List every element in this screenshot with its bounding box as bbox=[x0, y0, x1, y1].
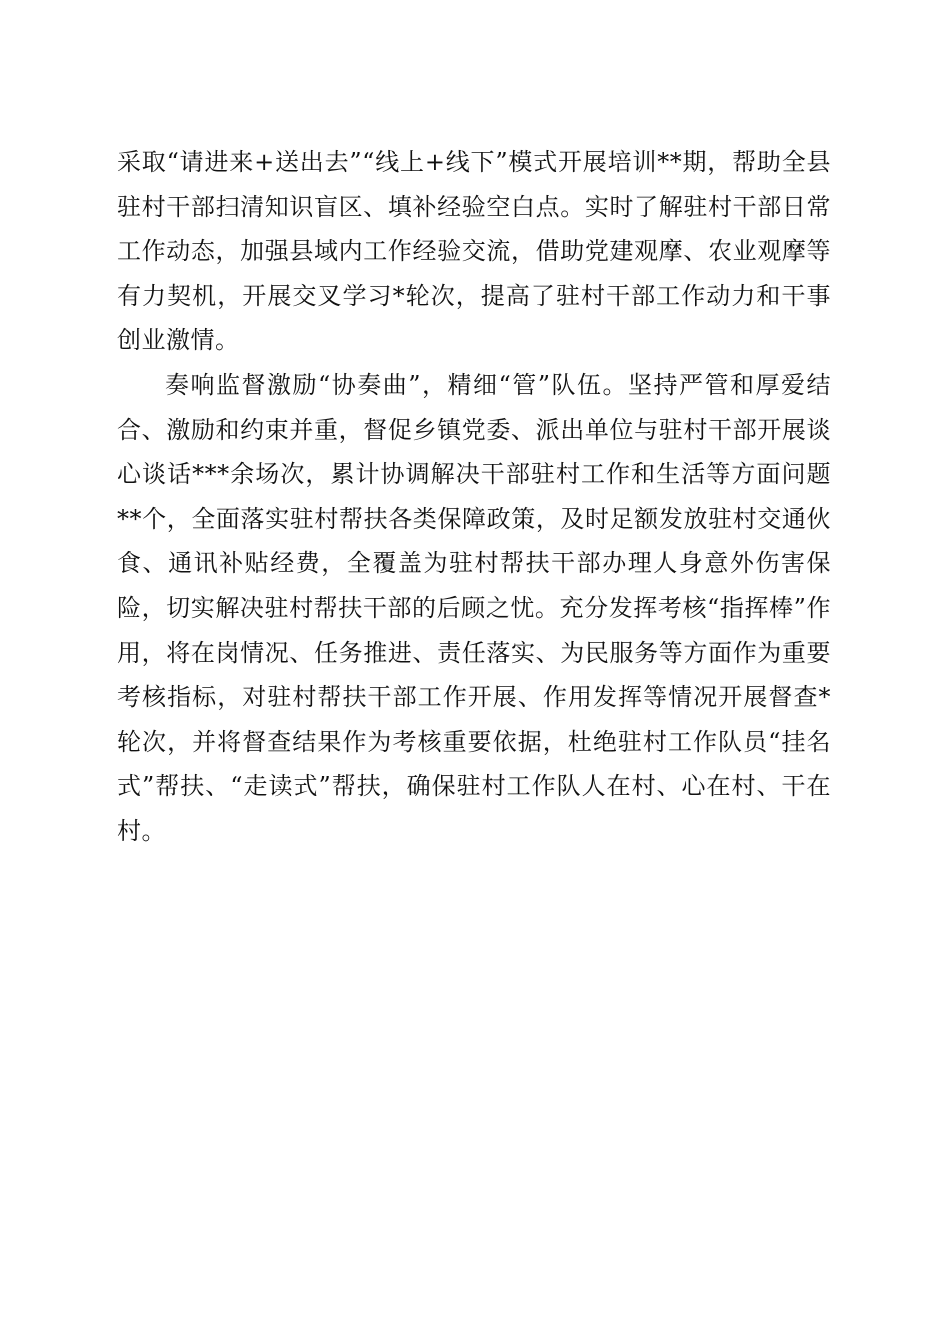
paragraph-continued: 采取“请进来+送出去”“线上+线下”模式开展培训**期，帮助全县驻村干部扫清知识盲区、填补经验空白点。实时了解驻村干部日常工作动态，加强县域内工作经验交流，借助党建观摩、农业观摩等有力契机，开展交叉学习*轮次，提高了驻村干部工作动力和干事创业激情。 bbox=[117, 148, 831, 355]
paragraph-supervision-incentive: 奏响监督激励“协奏曲”，精细“管”队伍。坚持严管和厚爱结合、激励和约束并重，督促乡镇党委、派出单位与驻村干部开展谈心谈话***余场次，累计协调解决干部驻村工作和生活等方面问题**个，全面落实驻村帮扶各类保障政策，及时足额发放驻村交通伙食、通讯补贴经费，全覆盖为驻村帮扶干部办理人身意外伤害保险，切实解决驻村帮扶干部的后顾之忧。充分发挥考核“指挥棒”作用，将在岗情况、任务推进、责任落实、为民服务等方面作为重要考核指标，对驻村帮扶干部工作开展、作用发挥等情况开展督查*轮次，并将督查结果作为考核重要依据，杜绝驻村工作队员“挂名式”帮扶、“走读式”帮扶，确保驻村工作队人在村、心在村、干在村。 bbox=[117, 370, 831, 845]
document-body bbox=[117, 140, 831, 854]
